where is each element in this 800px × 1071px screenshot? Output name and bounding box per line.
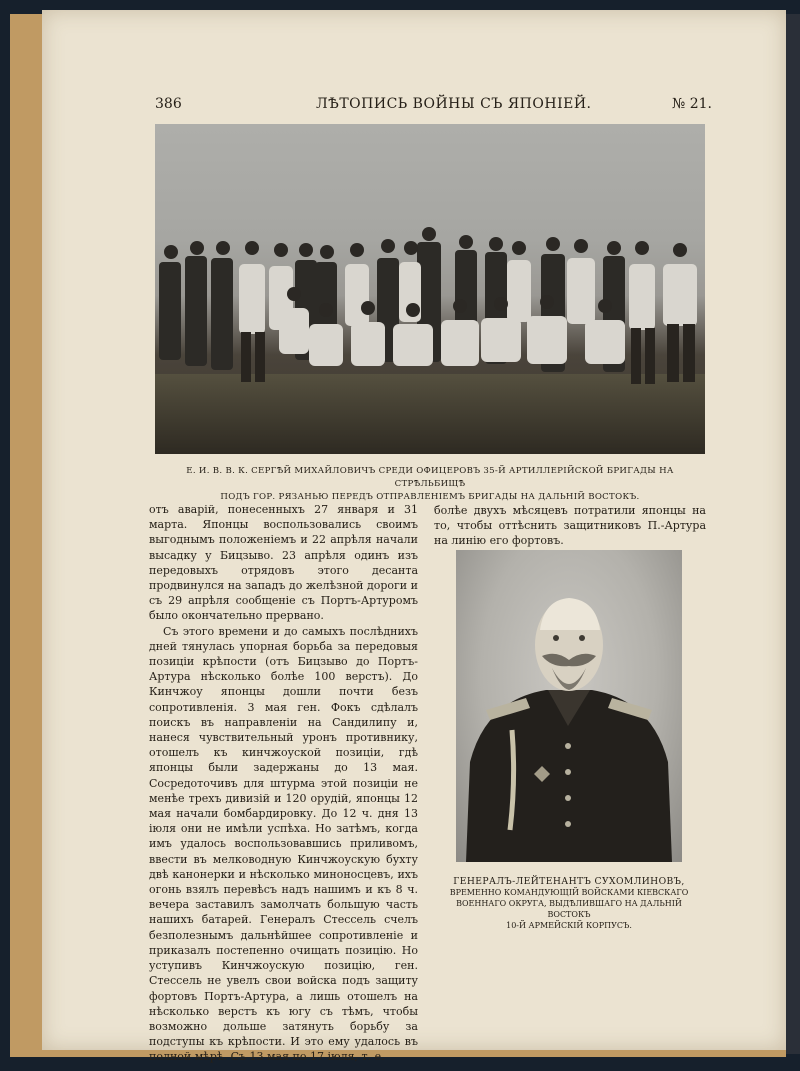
paragraph: Съ этого времени и до самыхъ послѣднихъ дней тянулась упорная борьба за передовыя позиціи крѣпости (отъ Бицзыво до Портъ-Артура нѣсколько болѣе 100 верстъ). До Кинчжоу японцы дошли почти безъ сопротивленія. 3 мая ген. Фокъ сдѣлалъ поискъ въ направленіи на Сандилипу и, нанеся чувствительный уронъ противнику, отошелъ къ кинчжоуской позиціи, гдѣ японцы были задержаны до 13 мая. Сосредоточивъ для штурма этой позиціи не менѣе трехъ дивизій и 120 орудій, японцы 12 мая начали бомбардировку. До 12 ч. дня 13 іюля они не имѣли успѣха. Но затѣмъ, когда имъ удалось воспользовавшись приливомъ, ввести въ мелководную Кинчжоускую бухту двѣ канонерки и нѣсколько миноносцевъ, ихъ огонь взялъ перевѣсъ надъ нашимъ и къ 8 ч. вечера заставилъ замолчать большую часть нашихъ батарей. Генералъ Стессель счелъ безполезнымъ дальнѣйшее сопротивленіе и приказалъ постепенно очищать позицію. Но уступивъ Кинчжоускую позицію, ген. Стессель не увелъ свои войска подъ защиту фортовъ Портъ-Артура, а лишь отошелъ на нѣсколько верстъ къ югу съ тѣмъ, чтобы возможно дольше затянуть борьбу за подступы къ крѣпости. И это ему удалось въ полной мѣрѣ. Съ 13 мая по 17 іюля, т. е. xyxy=(149,624,418,1064)
paragraph: болѣе двухъ мѣсяцевъ потратили японцы на то, чтобы оттѣснить защитниковъ П.-Артура на линію его фортовъ. xyxy=(434,504,706,548)
page-edge-shadow xyxy=(786,14,800,1054)
general-portrait-photo xyxy=(456,550,682,862)
portrait-caption-name: ГЕНЕРАЛЪ-ЛЕЙТЕНАНТЪ СУХОМЛИНОВЪ, xyxy=(453,876,685,887)
group-photo-caption xyxy=(155,465,705,504)
portrait-caption xyxy=(448,876,690,931)
caption-line-1: Е. И. В. В. К. СЕРГѢЙ МИХАЙЛОВИЧЪ СРЕДИ ОФИЦЕРОВЪ 35-Й АРТИЛЛЕРІЙСКОЙ БРИГАДЫ НА СТРѢЛЬБИЩѢ xyxy=(186,466,674,489)
portrait-caption-line: ВРЕМЕННО КОМАНДУЮЩІЙ ВОЙСКАМИ КІЕВСКАГО xyxy=(449,888,689,897)
running-title: ЛѢТОПИСЬ ВОЙНЫ СЪ ЯПОНІЕЙ. xyxy=(316,96,592,112)
page-number: 386 xyxy=(155,96,182,112)
caption-line-2: ПОДЪ ГОР. РЯЗАНЬЮ ПЕРЕДЪ ОТПРАВЛЕНІЕМЪ БРИГАДЫ НА ДАЛЬНІЙ ВОСТОКЪ. xyxy=(220,492,640,502)
portrait-caption-line: ВОЕННАГО ОКРУГА, ВЫДѢЛИВШАГО НА ДАЛЬНІЙ ВОСТОКЪ xyxy=(456,899,682,919)
group-photo-image xyxy=(155,124,705,454)
portrait-caption-line: 10-Й АРМЕЙСКІЙ КОРПУСЪ. xyxy=(506,921,632,930)
paragraph: отъ аварій, понесенныхъ 27 января и 31 марта. Японцы воспользовались своимъ выгоднымъ положеніемъ и 22 апрѣля начали высадку у Бицзыво. 23 апрѣля одинъ изъ передовыхъ отрядовъ этого десанта продвинулся на западъ до желѣзной дороги и съ 29 апрѣля сообщеніе съ Портъ-Артуромъ было окончательно прервано. xyxy=(149,503,418,623)
portrait-image xyxy=(456,550,682,862)
officers-group-photo xyxy=(155,124,705,454)
left-text-column xyxy=(149,502,418,1065)
right-text-column xyxy=(434,503,706,549)
issue-number: № 21. xyxy=(672,96,712,112)
